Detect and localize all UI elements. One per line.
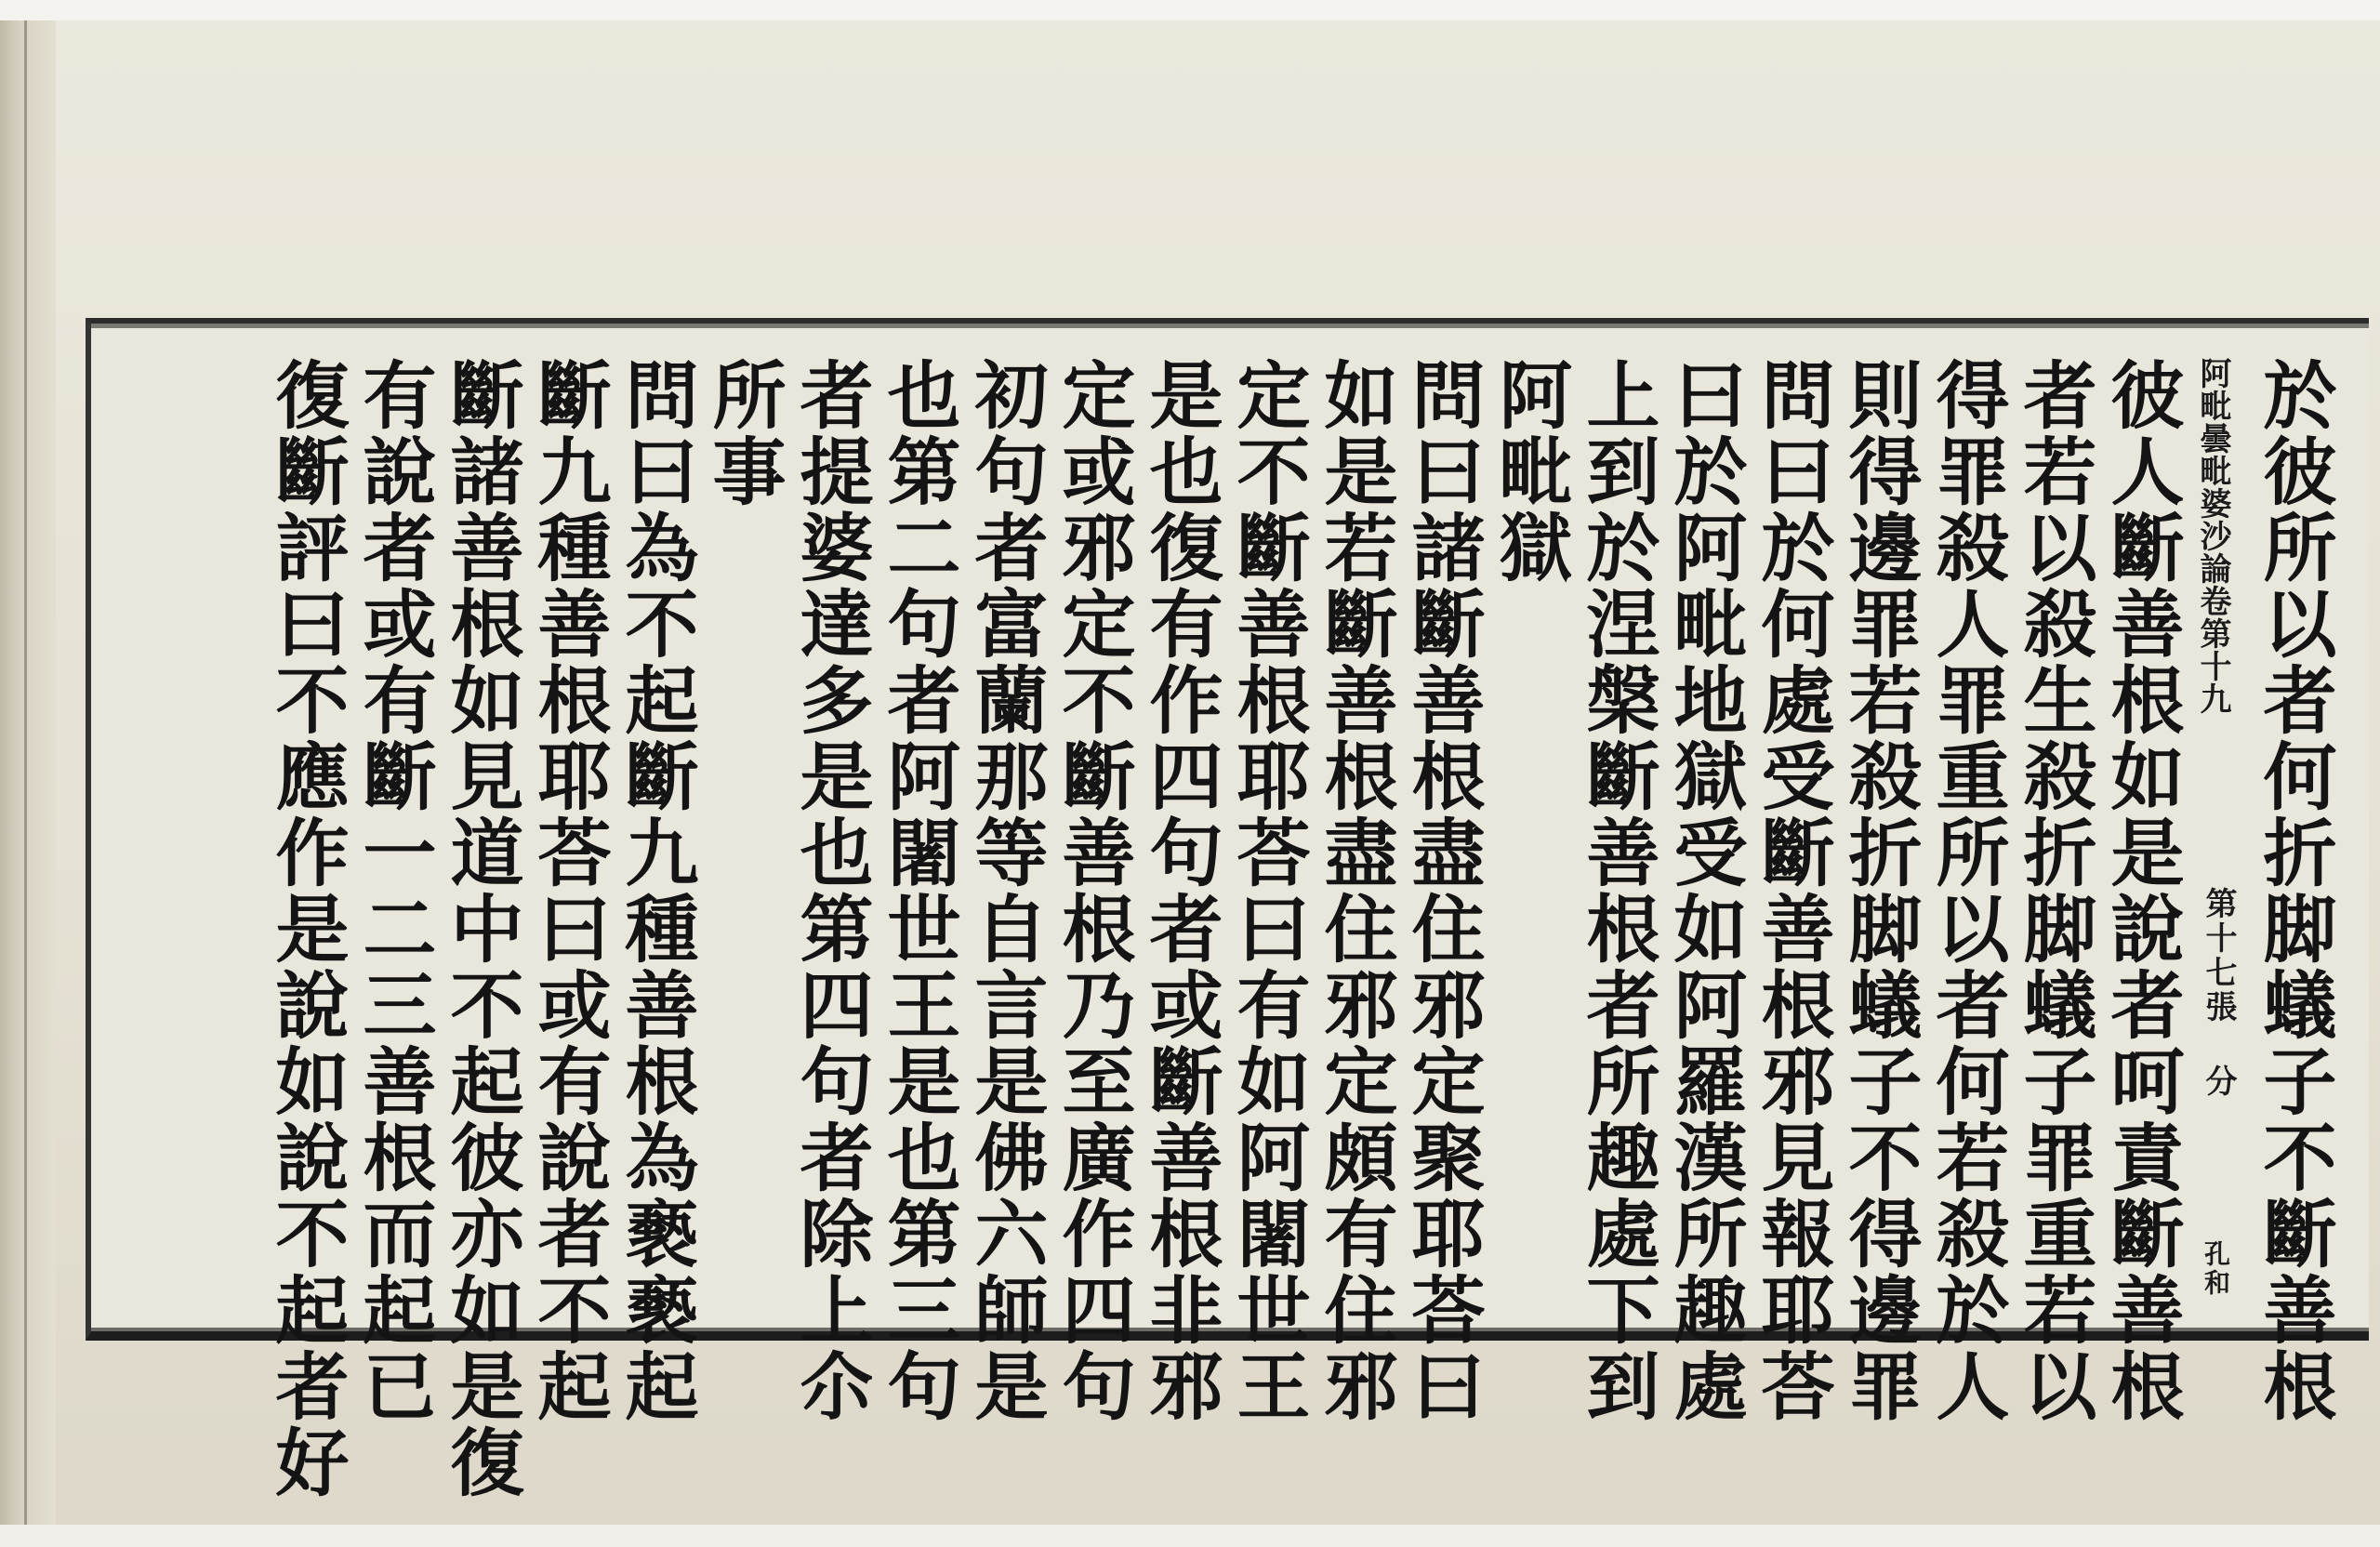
text-column-18: 所事 bbox=[700, 357, 787, 509]
text-column-13: 是也復有作四句者或斷善根非邪 bbox=[1137, 357, 1223, 1424]
binding-gutter bbox=[0, 20, 56, 1525]
text-column-2: 彼人斷善根如是說者呵責斷善根 bbox=[2098, 357, 2185, 1424]
page-number: 第十七張 分 bbox=[2200, 887, 2237, 1099]
text-column-17: 者提婆達多是也第四句者除上尒 bbox=[787, 357, 874, 1424]
text-column-8: 上到於涅槃斷善根者所趣處下到 bbox=[1574, 357, 1660, 1424]
text-column-16: 也第二句者阿闍世王是也第三句 bbox=[875, 357, 961, 1424]
text-column-15: 初句者富蘭那等自言是佛六師是 bbox=[962, 357, 1049, 1424]
text-column-12: 定不斷善根耶荅曰有如阿闍世王 bbox=[1224, 357, 1311, 1424]
text-column-7: 曰於阿毗地獄受如阿羅漢所趣處 bbox=[1661, 357, 1748, 1424]
text-column-10: 問曰諸斷善根盡住邪定聚耶荅曰 bbox=[1399, 357, 1486, 1424]
text-column-6: 問曰於何處受斷善根邪見報耶荅 bbox=[1749, 357, 1835, 1424]
woodblock-print-area bbox=[86, 318, 2369, 1501]
scan-bottom-margin bbox=[0, 1525, 2380, 1547]
text-column-11: 如是若斷善根盡住邪定頗有住邪 bbox=[1312, 357, 1398, 1424]
text-column-20: 斷九種善根耶荅曰或有說者不起 bbox=[525, 357, 612, 1424]
volume-title: 阿毗曇毗婆沙論卷第十九 bbox=[2194, 357, 2231, 715]
scan-top-margin bbox=[0, 0, 2380, 20]
text-column-5: 則得邊罪若殺折脚蟻子不得邊罪 bbox=[1836, 357, 1923, 1424]
margin-title-column bbox=[2188, 357, 2246, 1315]
text-column-19: 問曰為不起斷九種善根為褻褻起 bbox=[613, 357, 699, 1424]
binding-line bbox=[24, 20, 27, 1525]
text-column-21: 斷諸善根如見道中不起彼亦如是復 bbox=[438, 357, 524, 1501]
text-column-22: 有說者或有斷一二三善根而起已 bbox=[350, 357, 437, 1424]
carver-mark: 孔和 bbox=[2201, 1240, 2231, 1298]
text-column-14: 定或邪定不斷善根乃至廣作四句 bbox=[1050, 357, 1136, 1424]
text-column-4: 得罪殺人罪重所以者何若殺於人 bbox=[1924, 357, 2010, 1424]
text-column-23: 復斷評曰不應作是說如說不起者好 bbox=[263, 357, 350, 1501]
text-column-1: 於彼所以者何折脚蟻子不斷善根 bbox=[2251, 357, 2337, 1424]
text-column-3: 者若以殺生殺折脚蟻子罪重若以 bbox=[2011, 357, 2097, 1424]
text-columns bbox=[263, 357, 2337, 1501]
text-column-9: 阿毗獄 bbox=[1487, 357, 1573, 586]
